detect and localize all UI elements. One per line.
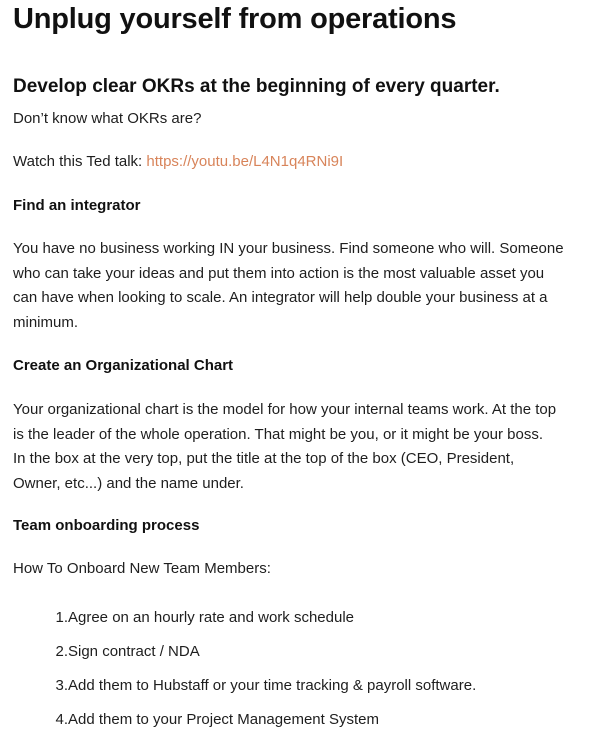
list-item [13,675,477,709]
org-chart-line: is the leader of the whole operation. That might be you, or it might be your boss. [13,425,544,443]
step-label: Sign contract / NDA [68,643,200,660]
list-item [13,709,379,743]
watch-prefix: Watch this Ted talk: [13,153,147,170]
org-chart-line: In the box at the very top, put the title at the top of the box (CEO, President, [13,450,515,467]
step-number: 1. [55,609,68,626]
step-number: 2. [55,643,68,660]
step-number: 3. [55,677,68,694]
list-item [13,607,355,641]
integrator-line: can have when looking to scale. An integrator will help double your business at a [13,289,548,306]
integrator-paragraph [13,237,573,335]
integrator-line: who can take your ideas and put them into action is the most valuable asset you [13,264,545,282]
ted-talk-link[interactable]: https://youtu.be/L4N1q4RNi9I [146,153,344,170]
step-label: Add them to Hubstaff or your time tracking & payroll software. [68,677,477,694]
integrator-heading: Find an integrator [13,197,141,214]
integrator-line: You have no business working IN your business. Find someone who will. Someone [13,240,564,257]
okrs-question: Don’t know what OKRs are? [13,110,202,127]
org-chart-line: Owner, etc...) and the name under. [13,474,244,492]
step-number: 4. [55,711,68,728]
org-chart-paragraph [13,398,573,496]
integrator-line: minimum. [13,313,79,331]
list-item [13,641,200,675]
page-title: Unplug yourself from operations [13,3,457,35]
okrs-heading: Develop clear OKRs at the beginning of every quarter. [13,76,500,97]
org-chart-line: Your organizational chart is the model for how your internal teams work. At the top [13,401,557,418]
onboarding-heading: Team onboarding process [13,517,200,534]
step-label: Add them to your Project Management System [68,711,379,728]
onboarding-steps-list [13,607,477,743]
okrs-watch-line [13,150,343,175]
step-label: Agree on an hourly rate and work schedule [68,609,355,626]
onboarding-intro: How To Onboard New Team Members: [13,560,271,577]
org-chart-heading: Create an Organizational Chart [13,357,234,374]
